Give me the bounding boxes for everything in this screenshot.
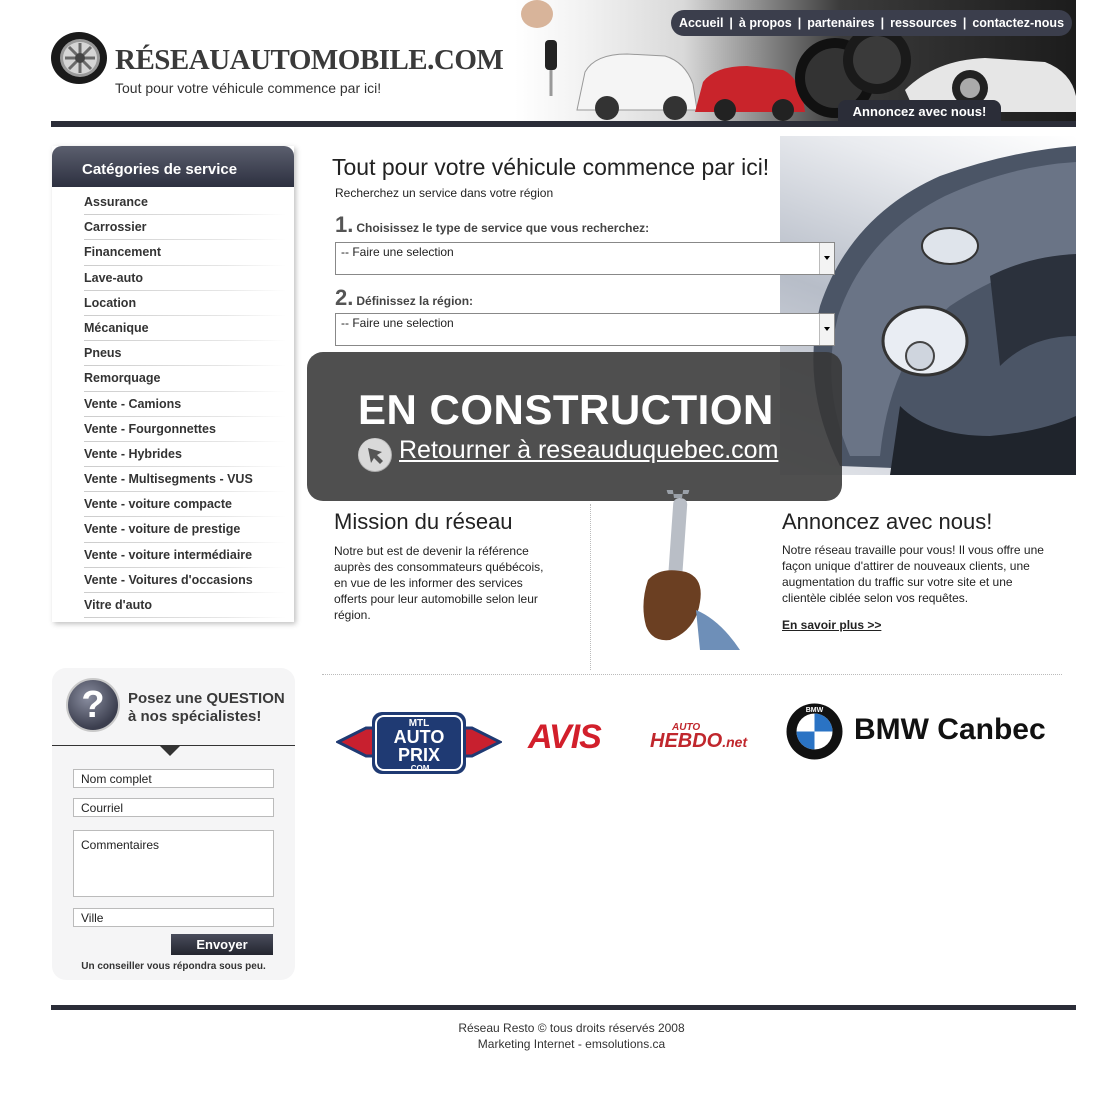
nav-ressources[interactable]: ressources (890, 16, 957, 30)
down-arrow-icon (160, 746, 180, 756)
section-divider (322, 674, 1062, 675)
step2-text: Définissez la région: (356, 294, 474, 308)
category-lave-auto[interactable]: Lave-auto (52, 266, 294, 291)
category-vente-hybrides[interactable]: Vente - Hybrides (52, 442, 294, 467)
autohebdo-main-text: HEBDO (650, 730, 723, 752)
step2-label (335, 285, 473, 311)
step2-number: 2. (335, 285, 354, 310)
site-logo-text[interactable]: RÉSEAUAUTOMOBILE.COM (115, 44, 504, 76)
service-type-select[interactable] (335, 242, 835, 275)
site-tagline: Tout pour votre véhicule commence par ici! (115, 80, 382, 96)
categories-list (52, 190, 294, 618)
question-mark-icon: ? (66, 678, 120, 732)
en-savoir-plus-link[interactable]: En savoir plus >> (782, 618, 882, 632)
comment-field[interactable] (73, 830, 274, 897)
nav-separator: | (797, 16, 802, 30)
category-remorquage[interactable]: Remorquage (52, 366, 294, 391)
step1-text: Choisissez le type de service que vous recherchez: (356, 221, 650, 235)
autoprix-bottom-text: .COM (408, 764, 430, 773)
autohebdo-logo[interactable] (650, 722, 747, 753)
category-vente-voiture-de-prestige[interactable]: Vente - voiture de prestige (52, 517, 294, 542)
category-vente-voitures-occasions[interactable]: Vente - Voitures d'occasions (52, 568, 294, 593)
category-vente-voiture-intermediaire[interactable]: Vente - voiture intermédiaire (52, 543, 294, 568)
categories-title: Catégories de service (52, 146, 294, 187)
step1-label (335, 212, 649, 238)
question-form-panel (52, 668, 295, 980)
select-arrow-icon[interactable] (819, 243, 834, 274)
nav-accueil[interactable]: Accueil (678, 16, 724, 30)
annoncez-text: Notre réseau travaille pour vous! Il vous offre une façon unique d'attirer de nouveaux clients, une augmentation du traffic sur votre site et une clientèle ciblée selon vos requêtes. (782, 543, 1044, 605)
categories-panel (52, 146, 294, 622)
question-form-title-line1: Posez une QUESTION (128, 690, 285, 707)
search-title: Tout pour votre véhicule commence par ici! (332, 154, 770, 180)
nav-a-propos[interactable]: à propos (738, 16, 792, 30)
footer-copyright: Réseau Resto © tous droits réservés 2008 (458, 1021, 685, 1035)
annoncez-title: Annoncez avec nous! (782, 509, 993, 534)
footer-credit[interactable]: Marketing Internet - emsolutions.ca (477, 1037, 666, 1051)
question-form-note: Un conseiller vous répondra sous peu. (81, 961, 266, 972)
city-field[interactable] (73, 908, 274, 927)
category-pneus[interactable]: Pneus (52, 341, 294, 366)
send-button[interactable]: Envoyer (171, 934, 273, 955)
step1-number: 1. (335, 212, 354, 237)
logo-wheel-icon (50, 31, 108, 85)
avis-logo[interactable]: AVIS (528, 718, 601, 756)
bmw-canbec-logo[interactable]: BMW Canbec (854, 713, 1046, 746)
autoprix-logo[interactable] (336, 706, 502, 778)
top-navigation (671, 10, 1072, 36)
category-vente-multisegments-vus[interactable]: Vente - Multisegments - VUS (52, 467, 294, 492)
region-select[interactable] (335, 313, 835, 346)
mission-text: Notre but est de devenir la référence auprès des consommateurs québécois, en vue de les informer des services offerts pour leur automobille selon leur région. (334, 544, 544, 622)
question-form-title-line2: à nos spécialistes! (128, 708, 262, 725)
autoprix-line1-text: AUTO (393, 727, 445, 747)
footer-divider (51, 1005, 1076, 1010)
select-arrow-icon[interactable] (819, 314, 834, 345)
header-divider (51, 121, 1076, 127)
construction-title: EN CONSTRUCTION (358, 386, 774, 433)
category-vente-fourgonnettes[interactable]: Vente - Fourgonnettes (52, 417, 294, 442)
autohebdo-suffix-text: .net (722, 734, 748, 750)
category-vente-camions[interactable]: Vente - Camions (52, 392, 294, 417)
nav-separator: | (962, 16, 967, 30)
service-type-value: -- Faire une selection (341, 245, 454, 259)
category-location[interactable]: Location (52, 291, 294, 316)
email-field[interactable] (73, 798, 274, 817)
autohebdo-top-text: AUTO (672, 722, 701, 733)
nav-partenaires[interactable]: partenaires (807, 16, 875, 30)
return-arrow-icon[interactable] (358, 438, 392, 472)
return-link[interactable]: Retourner à reseauduquebec.com (399, 436, 779, 464)
nav-separator: | (880, 16, 885, 30)
name-field[interactable] (73, 769, 274, 788)
bmw-roundel-icon[interactable] (786, 703, 843, 760)
autoprix-top-text: MTL (408, 718, 430, 729)
category-assurance[interactable]: Assurance (52, 190, 294, 215)
category-financement[interactable]: Financement (52, 240, 294, 265)
nav-separator: | (729, 16, 733, 30)
construction-overlay (307, 352, 842, 501)
autoprix-line2-text: PRIX (397, 745, 441, 765)
wrench-hand-image (600, 490, 750, 650)
region-value: -- Faire une selection (341, 316, 454, 330)
column-divider (590, 504, 591, 670)
category-mecanique[interactable]: Mécanique (52, 316, 294, 341)
annoncez-tab[interactable]: Annoncez avec nous! (838, 100, 1001, 123)
category-vente-voiture-compacte[interactable]: Vente - voiture compacte (52, 492, 294, 517)
category-carrossier[interactable]: Carrossier (52, 215, 294, 240)
mission-title: Mission du réseau (334, 509, 513, 534)
nav-contactez-nous[interactable]: contactez-nous (972, 16, 1065, 30)
search-subtitle: Recherchez un service dans votre région (335, 186, 554, 200)
bmw-roundel-text: BMW (805, 707, 824, 714)
category-vitre-auto[interactable]: Vitre d'auto (52, 593, 294, 618)
